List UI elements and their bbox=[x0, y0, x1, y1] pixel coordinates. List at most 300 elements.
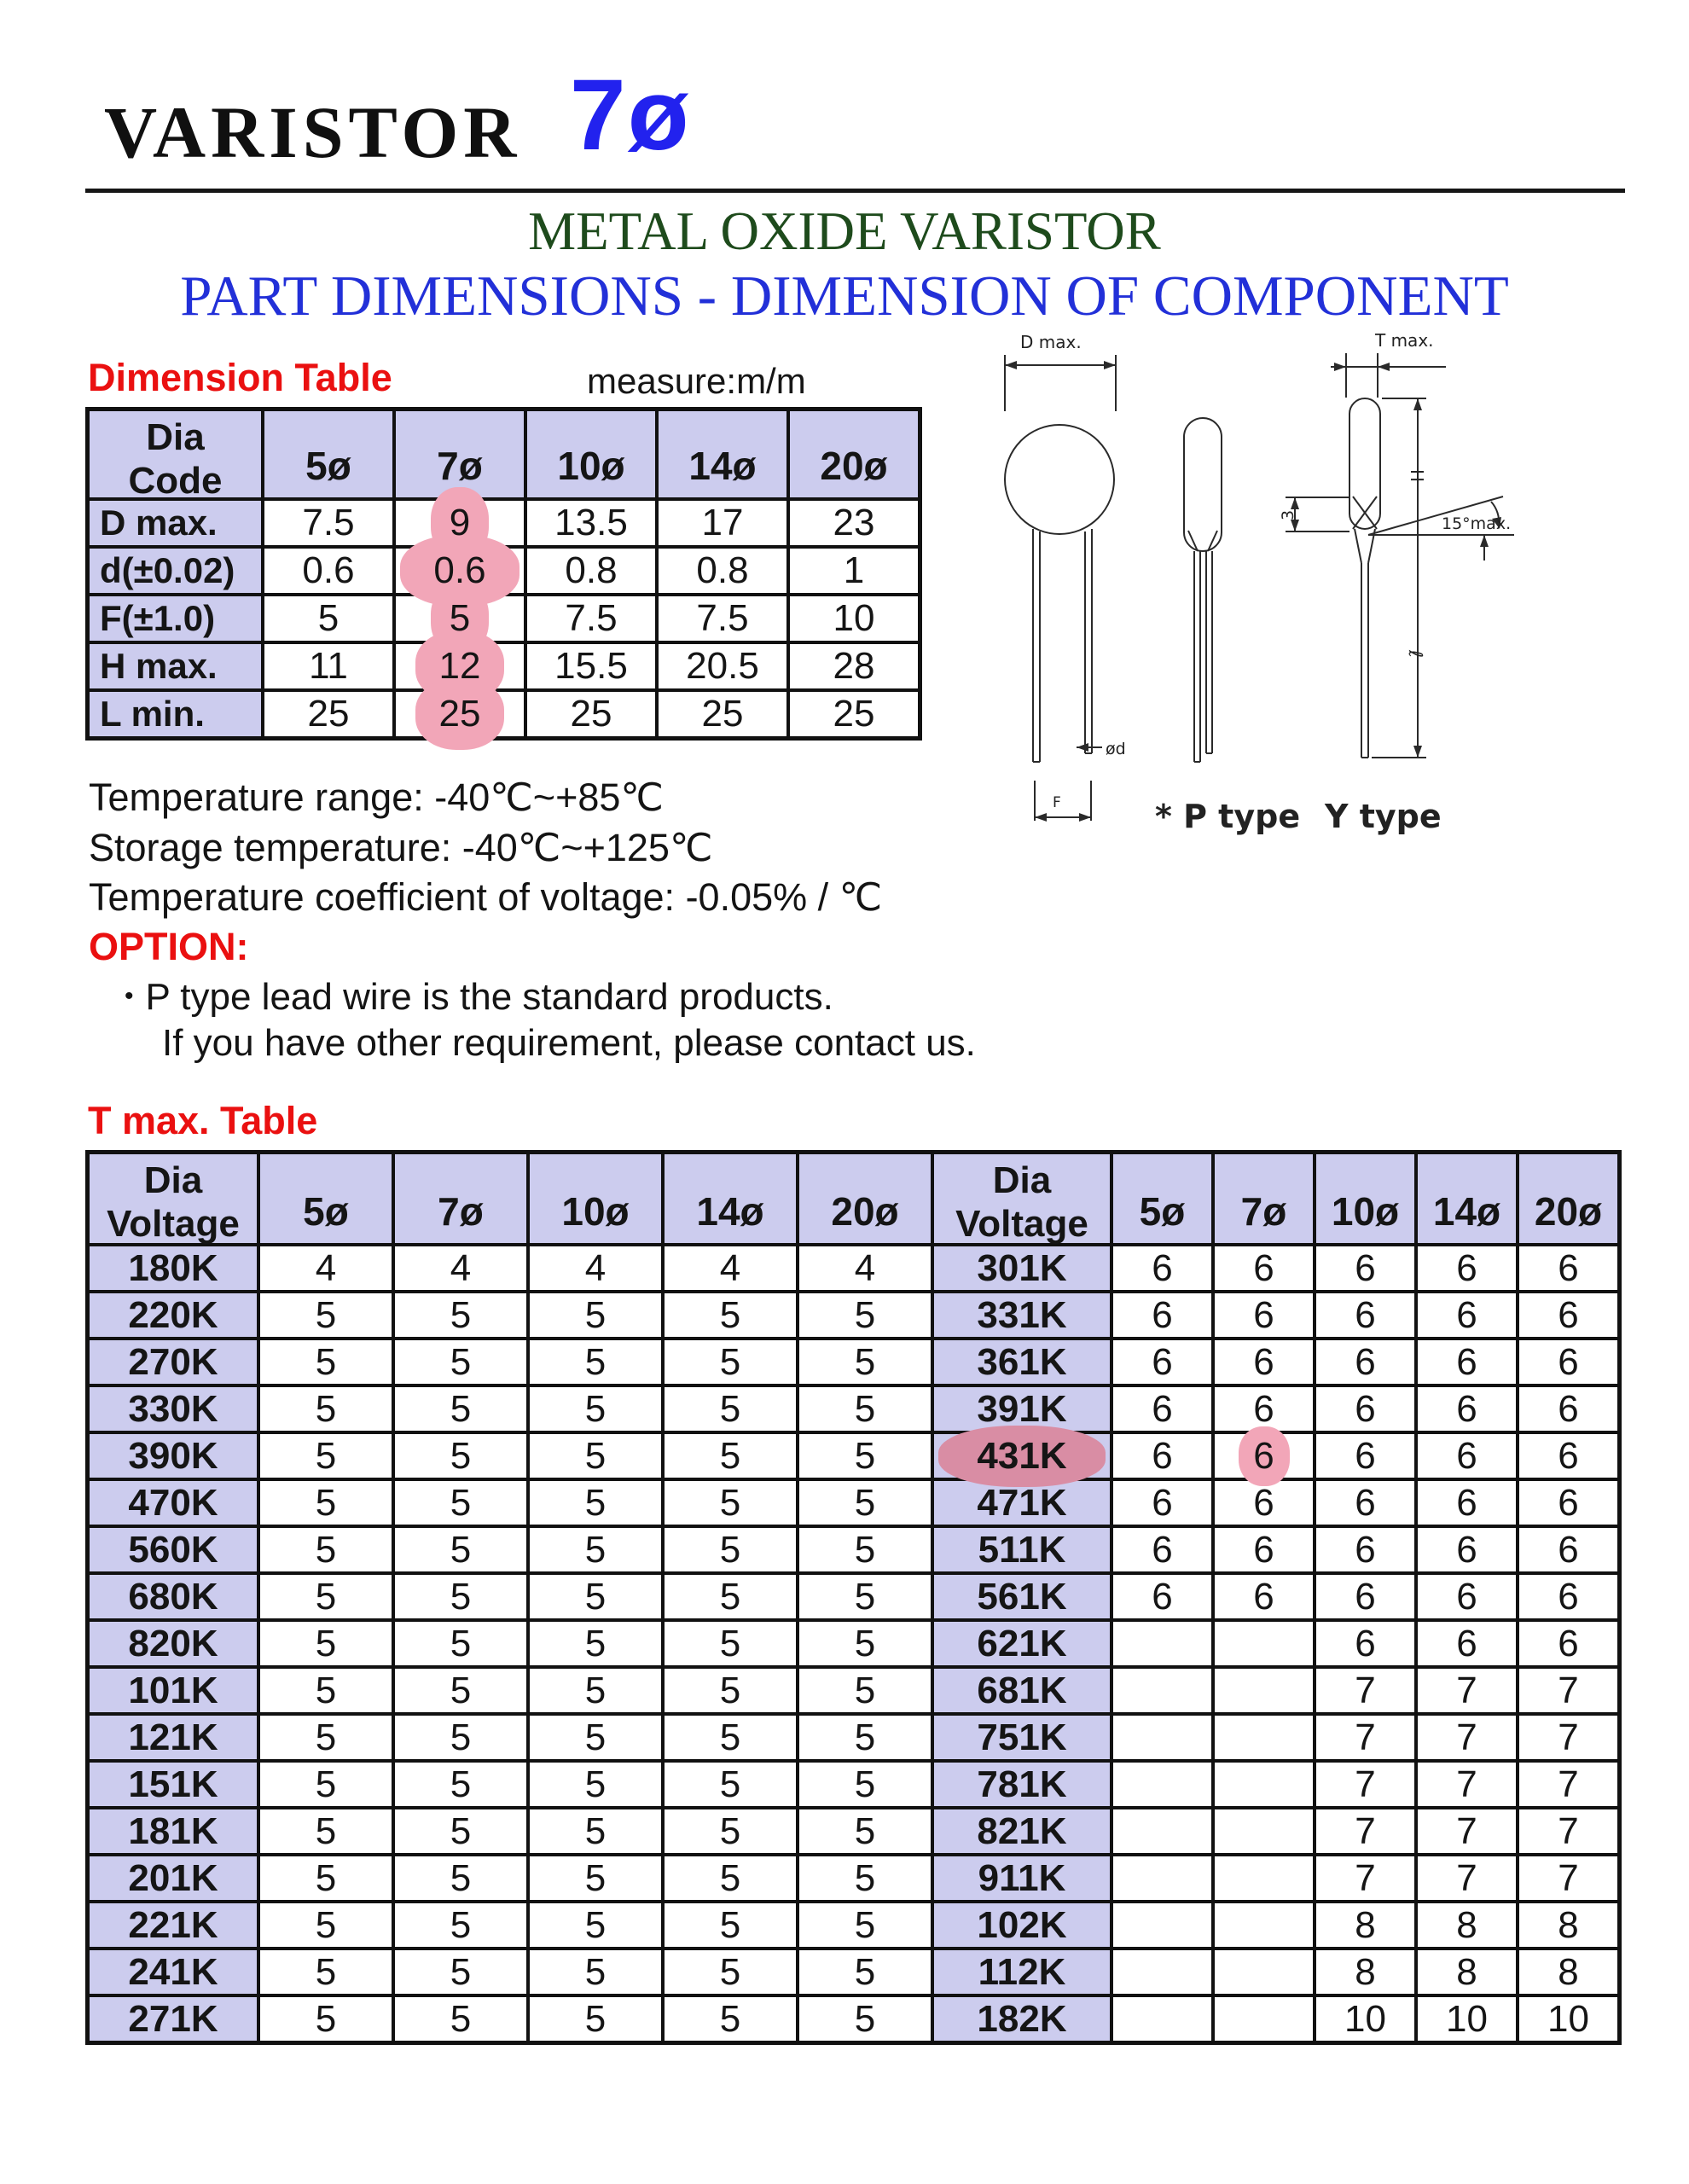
component-dimension-drawing bbox=[981, 316, 1621, 845]
tmax-value: 6 bbox=[1315, 1292, 1416, 1339]
tmax-value: 5 bbox=[798, 1855, 932, 1902]
tmax-value: 5 bbox=[663, 1479, 798, 1526]
p-type-body bbox=[1184, 418, 1222, 551]
tmax-value: 5 bbox=[663, 1292, 798, 1339]
dim-value: 25 bbox=[788, 690, 920, 738]
dim-value: 25 bbox=[394, 690, 525, 738]
column-header-20ø: 20ø bbox=[798, 1153, 932, 1245]
arrowhead bbox=[1334, 363, 1346, 371]
tmax-value: 5 bbox=[663, 1339, 798, 1385]
tmax-value: 5 bbox=[528, 1620, 663, 1667]
column-header-5ø: 5ø bbox=[1111, 1153, 1213, 1245]
title-divider bbox=[85, 189, 1625, 193]
voltage-label-820K: 820K bbox=[88, 1620, 258, 1667]
h-label: H bbox=[1407, 469, 1427, 483]
dim-value: 0.6 bbox=[263, 547, 394, 595]
tmax-value: 5 bbox=[528, 1667, 663, 1714]
product-size-code: 7ø bbox=[570, 59, 691, 171]
option-note-line: If you have other requirement, please contact us. bbox=[162, 1022, 976, 1064]
lead-dia-label: ød bbox=[1106, 740, 1126, 758]
dim-value: 25 bbox=[525, 690, 657, 738]
tmax-value: 5 bbox=[663, 1949, 798, 1995]
tmax-value: 4 bbox=[393, 1245, 528, 1292]
tmax-value: 7 bbox=[1416, 1855, 1518, 1902]
tmax-value: 5 bbox=[258, 1995, 393, 2042]
tmax-value: 5 bbox=[528, 1479, 663, 1526]
tmax-value: 5 bbox=[393, 1620, 528, 1667]
tmax-value bbox=[1213, 1620, 1315, 1667]
tmax-value: 6 bbox=[1416, 1339, 1518, 1385]
product-title: VARISTOR bbox=[104, 91, 522, 173]
voltage-label-511K: 511K bbox=[932, 1526, 1111, 1573]
row-label-H max.: H max. bbox=[88, 642, 263, 690]
y-type-lead bbox=[1361, 563, 1368, 758]
tmax-value: 6 bbox=[1315, 1339, 1416, 1385]
tmax-value: 7 bbox=[1416, 1667, 1518, 1714]
row-label-F(±1.0): F(±1.0) bbox=[88, 595, 263, 642]
tmax-value bbox=[1213, 1855, 1315, 1902]
dim-value: 0.6 bbox=[394, 547, 525, 595]
dim-value: 5 bbox=[394, 595, 525, 642]
dim-value: 13.5 bbox=[525, 499, 657, 547]
dim-value: 28 bbox=[788, 642, 920, 690]
temperature-range-note: Temperature range: -40℃~+85℃ bbox=[89, 775, 664, 819]
tmax-value bbox=[1213, 1667, 1315, 1714]
tmax-value: 6 bbox=[1518, 1526, 1619, 1573]
tmax-value: 5 bbox=[528, 1995, 663, 2042]
tmax-value: 5 bbox=[258, 1292, 393, 1339]
tmax-value: 6 bbox=[1416, 1479, 1518, 1526]
voltage-label-121K: 121K bbox=[88, 1714, 258, 1761]
tmax-value bbox=[1213, 1902, 1315, 1949]
tmax-table bbox=[85, 1150, 1622, 2045]
tmax-value bbox=[1111, 1995, 1213, 2042]
column-header-20ø: 20ø bbox=[1518, 1153, 1619, 1245]
tmax-value: 6 bbox=[1518, 1620, 1619, 1667]
tmax-value: 5 bbox=[258, 1573, 393, 1620]
tmax-value: 6 bbox=[1111, 1292, 1213, 1339]
tmax-value: 5 bbox=[798, 1667, 932, 1714]
dim-value: 9 bbox=[394, 499, 525, 547]
tmax-value: 5 bbox=[393, 1573, 528, 1620]
tmax-value: 5 bbox=[663, 1902, 798, 1949]
voltage-label-680K: 680K bbox=[88, 1573, 258, 1620]
tmax-value: 6 bbox=[1213, 1245, 1315, 1292]
tmax-value: 5 bbox=[528, 1714, 663, 1761]
voltage-label-621K: 621K bbox=[932, 1620, 1111, 1667]
tmax-value: 5 bbox=[258, 1949, 393, 1995]
tmax-value: 5 bbox=[798, 1526, 932, 1573]
y-type-body bbox=[1349, 398, 1380, 529]
tmax-value: 6 bbox=[1416, 1385, 1518, 1432]
tmax-value: 7 bbox=[1315, 1855, 1416, 1902]
tmax-value: 5 bbox=[393, 1714, 528, 1761]
tmax-value: 8 bbox=[1416, 1902, 1518, 1949]
voltage-label-751K: 751K bbox=[932, 1714, 1111, 1761]
tmax-value: 6 bbox=[1518, 1292, 1619, 1339]
voltage-label-431K: 431K bbox=[932, 1432, 1111, 1479]
measure-unit-note: measure:m/m bbox=[587, 361, 806, 401]
voltage-label-560K: 560K bbox=[88, 1526, 258, 1573]
dim-value: 0.8 bbox=[657, 547, 788, 595]
tmax-value: 5 bbox=[663, 1620, 798, 1667]
tmax-value: 5 bbox=[258, 1479, 393, 1526]
tmax-value: 5 bbox=[528, 1573, 663, 1620]
tmax-value: 7 bbox=[1416, 1761, 1518, 1808]
tmax-value: 7 bbox=[1518, 1808, 1619, 1855]
column-header-7ø: 7ø bbox=[393, 1153, 528, 1245]
column-header-14ø: 14ø bbox=[1416, 1153, 1518, 1245]
tmax-value: 6 bbox=[1416, 1245, 1518, 1292]
tmax-value: 5 bbox=[798, 1995, 932, 2042]
column-header-14ø: 14ø bbox=[663, 1153, 798, 1245]
tmax-value: 6 bbox=[1315, 1573, 1416, 1620]
tmax-value: 5 bbox=[798, 1292, 932, 1339]
voltage-label-201K: 201K bbox=[88, 1855, 258, 1902]
tmax-value: 5 bbox=[393, 1855, 528, 1902]
tmax-value: 7 bbox=[1518, 1855, 1619, 1902]
dim-value: 10 bbox=[788, 595, 920, 642]
arrowhead bbox=[1291, 520, 1299, 531]
tmax-value: 5 bbox=[663, 1995, 798, 2042]
arrowhead bbox=[1413, 398, 1422, 410]
tmax-value: 7 bbox=[1518, 1761, 1619, 1808]
tmax-value: 5 bbox=[528, 1949, 663, 1995]
tmax-value: 5 bbox=[528, 1339, 663, 1385]
voltage-label-181K: 181K bbox=[88, 1808, 258, 1855]
column-header-10ø: 10ø bbox=[1315, 1153, 1416, 1245]
tmax-value: 5 bbox=[798, 1761, 932, 1808]
arrowhead bbox=[1077, 743, 1088, 752]
tmax-value: 6 bbox=[1213, 1479, 1315, 1526]
t-max-extension-lines bbox=[1346, 353, 1378, 398]
tmax-value: 5 bbox=[258, 1714, 393, 1761]
tmax-value: 5 bbox=[663, 1432, 798, 1479]
tmax-value: 5 bbox=[258, 1432, 393, 1479]
tmax-value: 5 bbox=[663, 1714, 798, 1761]
tmax-value: 6 bbox=[1416, 1573, 1518, 1620]
option-label: OPTION: bbox=[89, 925, 249, 968]
tmax-value: 6 bbox=[1315, 1432, 1416, 1479]
tmax-value bbox=[1111, 1808, 1213, 1855]
tmax-value: 5 bbox=[393, 1292, 528, 1339]
voltage-label-112K: 112K bbox=[932, 1949, 1111, 1995]
tmax-value bbox=[1111, 1855, 1213, 1902]
tmax-value: 6 bbox=[1518, 1432, 1619, 1479]
tmax-value: 4 bbox=[798, 1245, 932, 1292]
voltage-label-301K: 301K bbox=[932, 1245, 1111, 1292]
tmax-value: 6 bbox=[1315, 1526, 1416, 1573]
tmax-value bbox=[1111, 1714, 1213, 1761]
tmax-value: 5 bbox=[663, 1761, 798, 1808]
dimension-table bbox=[85, 407, 922, 741]
dim-value: 12 bbox=[394, 642, 525, 690]
tmax-value: 6 bbox=[1213, 1385, 1315, 1432]
tmax-value: 5 bbox=[798, 1573, 932, 1620]
temp-coefficient-note: Temperature coefficient of voltage: -0.05% / ℃ bbox=[89, 875, 883, 919]
tmax-value: 6 bbox=[1213, 1339, 1315, 1385]
tmax-value: 5 bbox=[528, 1432, 663, 1479]
arrowhead bbox=[1104, 361, 1116, 369]
tmax-value: 8 bbox=[1315, 1949, 1416, 1995]
tmax-value: 6 bbox=[1518, 1479, 1619, 1526]
tmax-left-corner: Dia Voltage bbox=[88, 1153, 258, 1245]
tmax-value: 5 bbox=[393, 1902, 528, 1949]
tmax-value: 10 bbox=[1416, 1995, 1518, 2042]
tmax-table-title: T max. Table bbox=[88, 1099, 318, 1142]
tmax-value: 5 bbox=[258, 1667, 393, 1714]
tmax-value bbox=[1213, 1949, 1315, 1995]
tmax-value: 5 bbox=[663, 1808, 798, 1855]
tmax-value: 5 bbox=[528, 1526, 663, 1573]
voltage-label-220K: 220K bbox=[88, 1292, 258, 1339]
tmax-value bbox=[1111, 1902, 1213, 1949]
voltage-label-561K: 561K bbox=[932, 1573, 1111, 1620]
voltage-label-470K: 470K bbox=[88, 1479, 258, 1526]
column-header-7ø: 7ø bbox=[394, 410, 525, 499]
tmax-value: 6 bbox=[1111, 1245, 1213, 1292]
column-header-10ø: 10ø bbox=[528, 1153, 663, 1245]
tmax-value: 6 bbox=[1111, 1479, 1213, 1526]
tmax-value: 6 bbox=[1111, 1526, 1213, 1573]
tmax-value: 5 bbox=[663, 1667, 798, 1714]
tmax-value: 5 bbox=[528, 1808, 663, 1855]
tmax-value: 5 bbox=[798, 1432, 932, 1479]
tmax-value: 5 bbox=[528, 1761, 663, 1808]
column-header-10ø: 10ø bbox=[525, 410, 657, 499]
tmax-value: 6 bbox=[1315, 1245, 1416, 1292]
tmax-value: 6 bbox=[1111, 1339, 1213, 1385]
voltage-label-781K: 781K bbox=[932, 1761, 1111, 1808]
tmax-value: 5 bbox=[393, 1385, 528, 1432]
tmax-value: 7 bbox=[1315, 1667, 1416, 1714]
tmax-value: 6 bbox=[1111, 1385, 1213, 1432]
t-max-label: T max. bbox=[1375, 330, 1434, 351]
tmax-value: 8 bbox=[1416, 1949, 1518, 1995]
arrowhead bbox=[1413, 746, 1422, 758]
d-max-label: D max. bbox=[1020, 332, 1082, 352]
voltage-label-911K: 911K bbox=[932, 1855, 1111, 1902]
tmax-value: 6 bbox=[1315, 1620, 1416, 1667]
voltage-label-241K: 241K bbox=[88, 1949, 258, 1995]
p-type-right-lead bbox=[1206, 551, 1212, 753]
tmax-value: 4 bbox=[663, 1245, 798, 1292]
tmax-value: 5 bbox=[393, 1432, 528, 1479]
tmax-value: 5 bbox=[258, 1620, 393, 1667]
tmax-value bbox=[1111, 1761, 1213, 1808]
dim-value: 17 bbox=[657, 499, 788, 547]
tmax-value: 5 bbox=[528, 1292, 663, 1339]
voltage-label-180K: 180K bbox=[88, 1245, 258, 1292]
option-bullet-text: P type lead wire is the standard products. bbox=[145, 976, 833, 1018]
heading-part-dimensions: PART DIMENSIONS - DIMENSION OF COMPONENT bbox=[180, 264, 1509, 328]
angle-label: 15°max. bbox=[1442, 514, 1512, 533]
tmax-value: 6 bbox=[1518, 1385, 1619, 1432]
tmax-value bbox=[1111, 1949, 1213, 1995]
column-header-20ø: 20ø bbox=[788, 410, 920, 499]
voltage-label-471K: 471K bbox=[932, 1479, 1111, 1526]
voltage-label-681K: 681K bbox=[932, 1667, 1111, 1714]
tmax-value: 6 bbox=[1213, 1292, 1315, 1339]
dim-value: 7.5 bbox=[525, 595, 657, 642]
column-header-7ø: 7ø bbox=[1213, 1153, 1315, 1245]
tmax-value: 5 bbox=[258, 1855, 393, 1902]
tmax-value: 5 bbox=[798, 1714, 932, 1761]
dim-value: 11 bbox=[263, 642, 394, 690]
heading-metal-oxide: METAL OXIDE VARISTOR bbox=[528, 201, 1161, 261]
tmax-value: 5 bbox=[393, 1667, 528, 1714]
dim-value: 1 bbox=[788, 547, 920, 595]
tmax-value: 4 bbox=[528, 1245, 663, 1292]
tmax-value: 7 bbox=[1518, 1714, 1619, 1761]
tmax-value: 5 bbox=[528, 1855, 663, 1902]
tmax-value: 5 bbox=[663, 1855, 798, 1902]
tmax-value: 6 bbox=[1416, 1432, 1518, 1479]
tmax-value: 6 bbox=[1518, 1339, 1619, 1385]
tmax-value: 6 bbox=[1213, 1573, 1315, 1620]
row-label-D max.: D max. bbox=[88, 499, 263, 547]
tmax-value: 6 bbox=[1416, 1292, 1518, 1339]
dim-value: 25 bbox=[263, 690, 394, 738]
tmax-value: 10 bbox=[1518, 1995, 1619, 2042]
tmax-value: 6 bbox=[1416, 1526, 1518, 1573]
storage-temperature-note: Storage temperature: -40℃~+125℃ bbox=[89, 826, 713, 869]
tmax-value bbox=[1213, 1714, 1315, 1761]
arrowhead bbox=[1378, 363, 1390, 371]
tmax-value: 5 bbox=[258, 1761, 393, 1808]
tmax-value: 5 bbox=[798, 1808, 932, 1855]
voltage-label-821K: 821K bbox=[932, 1808, 1111, 1855]
tmax-value: 5 bbox=[258, 1808, 393, 1855]
voltage-label-221K: 221K bbox=[88, 1902, 258, 1949]
tmax-value: 5 bbox=[393, 1761, 528, 1808]
voltage-label-270K: 270K bbox=[88, 1339, 258, 1385]
row-label-d(±0.02): d(±0.02) bbox=[88, 547, 263, 595]
tmax-value: 6 bbox=[1416, 1620, 1518, 1667]
disc-right-lead bbox=[1085, 529, 1092, 753]
tmax-value: 5 bbox=[393, 1479, 528, 1526]
disc-body bbox=[1005, 425, 1114, 534]
tmax-value: 7 bbox=[1315, 1808, 1416, 1855]
dim-value: 25 bbox=[657, 690, 788, 738]
tmax-value: 6 bbox=[1518, 1573, 1619, 1620]
tmax-value: 5 bbox=[393, 1995, 528, 2042]
tmax-value: 5 bbox=[798, 1385, 932, 1432]
tmax-value: 6 bbox=[1111, 1573, 1213, 1620]
tmax-value bbox=[1111, 1667, 1213, 1714]
tmax-value: 5 bbox=[258, 1385, 393, 1432]
tmax-value: 8 bbox=[1315, 1902, 1416, 1949]
voltage-label-182K: 182K bbox=[932, 1995, 1111, 2042]
arrowhead bbox=[1079, 813, 1091, 822]
voltage-label-331K: 331K bbox=[932, 1292, 1111, 1339]
d-max-extension-lines bbox=[1005, 355, 1116, 411]
voltage-label-271K: 271K bbox=[88, 1995, 258, 2042]
voltage-label-391K: 391K bbox=[932, 1385, 1111, 1432]
disc-left-lead bbox=[1033, 529, 1040, 762]
tmax-value: 5 bbox=[798, 1339, 932, 1385]
bullet-icon: • bbox=[125, 982, 134, 1010]
tmax-value bbox=[1213, 1808, 1315, 1855]
voltage-label-101K: 101K bbox=[88, 1667, 258, 1714]
tmax-value: 5 bbox=[393, 1526, 528, 1573]
tmax-value: 6 bbox=[1315, 1479, 1416, 1526]
dim-value: 15.5 bbox=[525, 642, 657, 690]
lead-length-label: ℓ bbox=[1404, 650, 1425, 659]
tmax-value: 5 bbox=[663, 1526, 798, 1573]
tmax-value: 8 bbox=[1518, 1902, 1619, 1949]
dim-value: 20.5 bbox=[657, 642, 788, 690]
tmax-value: 5 bbox=[798, 1902, 932, 1949]
bend-label: 3 bbox=[1279, 509, 1297, 520]
dim-table-corner: Dia Code bbox=[88, 410, 263, 499]
column-header-5ø: 5ø bbox=[258, 1153, 393, 1245]
tmax-value: 5 bbox=[798, 1620, 932, 1667]
tmax-value: 5 bbox=[528, 1902, 663, 1949]
p-type-label: * P type bbox=[1155, 798, 1301, 835]
tmax-value: 6 bbox=[1213, 1526, 1315, 1573]
column-header-5ø: 5ø bbox=[263, 410, 394, 499]
y-type-label: Y type bbox=[1325, 798, 1442, 835]
voltage-label-102K: 102K bbox=[932, 1902, 1111, 1949]
tmax-value: 5 bbox=[393, 1339, 528, 1385]
arrowhead bbox=[1291, 497, 1299, 509]
p-type-left-lead bbox=[1194, 551, 1200, 762]
tmax-value: 10 bbox=[1315, 1995, 1416, 2042]
tmax-value: 4 bbox=[258, 1245, 393, 1292]
dim-value: 0.8 bbox=[525, 547, 657, 595]
tmax-value bbox=[1111, 1620, 1213, 1667]
tmax-value bbox=[1213, 1995, 1315, 2042]
tmax-value: 5 bbox=[663, 1385, 798, 1432]
tmax-right-corner: Dia Voltage bbox=[932, 1153, 1111, 1245]
tmax-value: 5 bbox=[258, 1526, 393, 1573]
tmax-value: 5 bbox=[528, 1385, 663, 1432]
tmax-value: 7 bbox=[1315, 1761, 1416, 1808]
tmax-value: 6 bbox=[1111, 1432, 1213, 1479]
option-bullet-line bbox=[125, 976, 833, 1018]
voltage-label-390K: 390K bbox=[88, 1432, 258, 1479]
tmax-value: 6 bbox=[1213, 1432, 1315, 1479]
tmax-value: 5 bbox=[393, 1808, 528, 1855]
dim-value: 7.5 bbox=[657, 595, 788, 642]
tmax-value bbox=[1213, 1761, 1315, 1808]
tmax-value: 5 bbox=[393, 1949, 528, 1995]
arrowhead bbox=[1035, 813, 1047, 822]
dim-value: 23 bbox=[788, 499, 920, 547]
tmax-value: 7 bbox=[1416, 1714, 1518, 1761]
tmax-value: 7 bbox=[1416, 1808, 1518, 1855]
y-type-lead-cross bbox=[1353, 497, 1377, 529]
dim-value: 5 bbox=[263, 595, 394, 642]
voltage-label-361K: 361K bbox=[932, 1339, 1111, 1385]
tmax-value: 5 bbox=[258, 1902, 393, 1949]
voltage-label-151K: 151K bbox=[88, 1761, 258, 1808]
dim-value: 7.5 bbox=[263, 499, 394, 547]
tmax-value: 7 bbox=[1315, 1714, 1416, 1761]
tmax-value: 6 bbox=[1518, 1245, 1619, 1292]
voltage-label-330K: 330K bbox=[88, 1385, 258, 1432]
arrowhead bbox=[1005, 361, 1017, 369]
tmax-value: 6 bbox=[1315, 1385, 1416, 1432]
tmax-value: 7 bbox=[1518, 1667, 1619, 1714]
tmax-value: 5 bbox=[798, 1479, 932, 1526]
arrowhead bbox=[1480, 535, 1489, 547]
column-header-14ø: 14ø bbox=[657, 410, 788, 499]
tmax-value: 5 bbox=[663, 1573, 798, 1620]
tmax-value: 8 bbox=[1518, 1949, 1619, 1995]
row-label-L min.: L min. bbox=[88, 690, 263, 738]
